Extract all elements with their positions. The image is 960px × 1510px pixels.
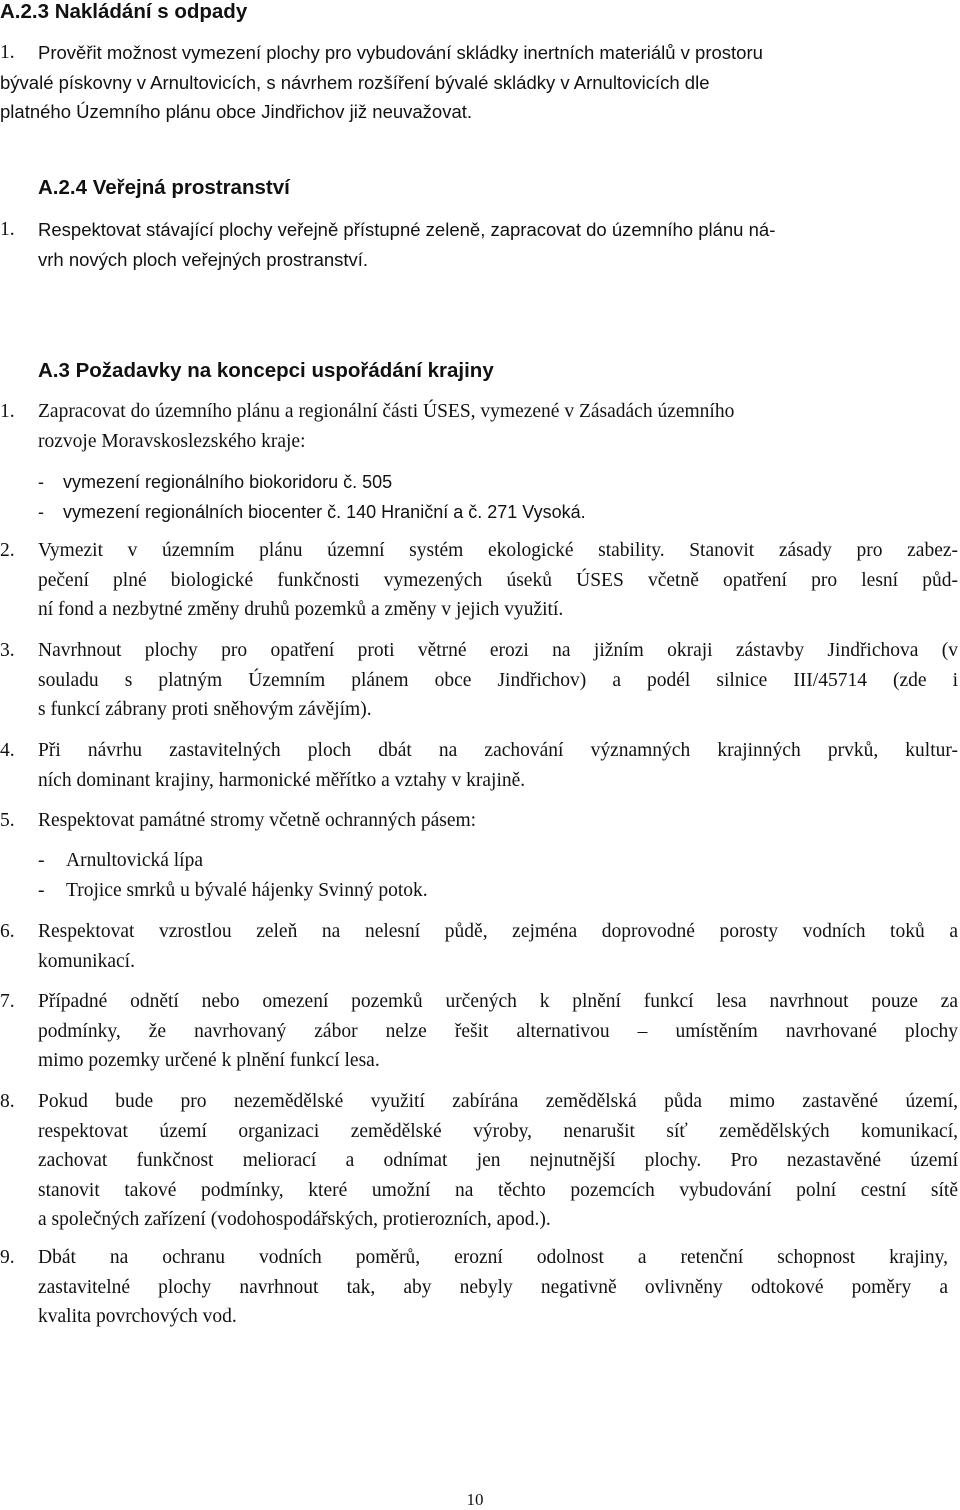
text-line: bývalé pískovny v Arnultovicích, s návrhem rozšíření bývalé skládky v Arnultovicích dle [0,71,710,93]
item-text [38,636,958,725]
page-footer [0,1490,960,1510]
text-line: Navrhnout plochy pro opatření proti větrné erozi na jižním okraji zástavby Jindřichova (v [38,640,958,661]
text-line: mimo pozemky určené k plnění funkcí lesa. [38,1050,380,1071]
text-line: zastavitelné plochy navrhnout tak, aby nebyly negativně ovlivněny odtokové poměry a [38,1276,948,1298]
item-number: 7. [0,991,15,1012]
text-line: Vymezit v územním plánu územní systém ekologické stability. Stanovit zásady pro zabez- [38,540,958,561]
text-line: ní fond a nezbytné změny druhů pozemků a změny v jejich využití. [38,599,564,620]
item-text [38,806,958,836]
text-line: Respektovat stávající plochy veřejně přístupné zeleně, zapracovat do územního plánu ná- [38,219,776,240]
section-heading-a3: A.3 Požadavky na koncepci uspořádání krajiny [38,359,494,382]
text-line: Dbát na ochranu vodních poměrů, erozní odolnost a retenční schopnost krajiny, [38,1247,948,1268]
text-line: pečení plné biologické funkčnosti vymezených úseků ÚSES včetně opatření pro lesní půd- [38,569,958,591]
item-text [38,917,958,976]
item-text [38,536,958,625]
item-text [38,1243,948,1332]
section-heading-a23: A.2.3 Nakládání s odpady [0,0,248,23]
item-number: 8. [0,1091,15,1112]
text-line: Respektovat památné stromy včetně ochranných pásem: [38,810,477,831]
dash-item-text: Trojice smrků u bývalé hájenky Svinný potok. [66,880,428,901]
item-text [38,987,958,1076]
dash-item-text: vymezení regionálního biokoridoru č. 505 [63,472,393,492]
item-number: 1. [0,42,15,63]
section-heading-a24: A.2.4 Veřejná prostranství [38,176,290,199]
item-number: 1. [0,219,15,240]
text-line: Zapracovat do územního plánu a regionální části ÚSES, vymezené v Zásadách územního [38,401,735,422]
item-number: 2. [0,540,15,561]
text-line: Při návrhu zastavitelných ploch dbát na zachování významných krajinných prvků, kultur- [38,740,958,761]
text-line: stanovit takové podmínky, které umožní na těchto pozemcích vybudování polní cestní sítě [38,1179,958,1201]
item-number: 3. [0,640,15,661]
text-line: Prověřit možnost vymezení plochy pro vybudování skládky inertních materiálů v prostoru [38,42,763,63]
item-number: 6. [0,921,15,942]
text-line: kvalita povrchových vod. [38,1306,237,1327]
item-text [0,38,958,127]
text-line: souladu s platným Územním plánem obce Jindřichov) a podél silnice III/45714 (zde i [38,669,958,691]
item-number: 5. [0,810,15,831]
item-text [38,1087,958,1235]
text-line: platného Územního plánu obce Jindřichov již neuvažovat. [0,101,473,122]
text-line: s funkcí zábrany proti sněhovým závějím). [38,699,372,720]
text-line: Pokud bude pro nezemědělské využití zabírána zemědělská půda mimo zastavěné území, [38,1091,958,1112]
text-line: podmínky, že navrhovaný zábor nelze řešit alternativou – umístěním navrhované plochy [38,1020,958,1042]
text-line: respektovat území organizaci zemědělské výroby, nenarušit síť zemědělských komunikací, [38,1120,958,1142]
text-line: zachovat funkčnost meliorací a odnímat jen nejnutnější plochy. Pro nezastavěné území [38,1150,958,1171]
item-text [38,397,950,456]
text-line: vrh nových ploch veřejných prostranství. [38,248,369,270]
dash-item-text: vymezení regionálních biocenter č. 140 Hraniční a č. 271 Vysoká. [63,502,586,522]
document-page: A.2.3 Nakládání s odpady 1. Prověřit možnost vymezení plochy pro vybudování skládky inertních materiálů v prostoru bývalé pískovny v Arnultovicích, s návrhem rozšíření bývalé skládky v Arnultovicích dle platného Územního plánu obce Jindřichov již neuvažovat. A.2.4 Veřejná prostranství 1. Respektovat stávající plochy veřejně přístupné zeleně, zapracovat do územního plánu ná- vrh nových ploch veřejných prostranství. A.3 Požadavky na koncepci uspořádání krajiny 1. Zapracovat do územního plánu a regionální části ÚSES, vymezené v Zásadách územního rozvoje Moravskoslezského kraje: - vymezení regionálního biokoridoru č. 505 - vymezení regionálních biocenter č. 140 Hraniční a č. 271 Vysoká. 2. Vymezit v územním plánu územní systém ekologické stability. Stanovit zásady pro zabez- pečení plné biologické funkčnosti vymezených úseků ÚSES včetně opatření pro lesní půd- ní fond a nezbytné změny druhů pozemků a změny v jejich využití. 3. Navrhnout plochy pro opatření proti větrné erozi na jižním okraji zástavby Jindřichova (v souladu s platným Územním plánem obce Jindřichov) a podél silnice III/45714 (zde i s funkcí zábrany proti sněhovým závějím). 4. Při návrhu zastavitelných ploch dbát na zachování významných krajinných prvků, kultur- ních dominant krajiny, harmonické měřítko a vztahy v krajině. 5. Respektovat památné stromy včetně ochranných pásem: - Arnultovická lípa - Trojice smrků u bývalé hájenky Svinný potok. 6. Respektovat vzrostlou zeleň na nelesní půdě, zejména doprovodné porosty vodních toků a komunikací. 7. Případné odnětí nebo omezení pozemků určených k plnění funkcí lesa navrhnout pouze za podmínky, že navrhovaný zábor nelze řešit alternativou – umístěním navrhované plochy mimo pozemky určené k plnění funkcí lesa. 8. Pokud bude pro nezemědělské využití zabírána zemědělská půda mimo zastavěné území, respektovat území organizaci zemědělské výroby, nenarušit síť zemědělských komunikací, zachovat funkčnost meliorací a odnímat jen nejnutnější plochy. Pro nezastavěné území stanovit takové podmínky, které umožní na těchto pozemcích vybudování polní cestní sítě a společných zařízení (vodohospodářských, protierozních, apod.). 9. Dbát na ochranu vodních poměrů, erozní odolnost a retenční schopnost krajiny, zastavitelné plochy navrhnout tak, aby nebyly negativně ovlivněny odtokové poměry a kvalita povrchových vod. 10 [0,0,958,1509]
text-line: a společných zařízení (vodohospodářských, protierozních, apod.). [38,1209,551,1230]
text-line: Případné odnětí nebo omezení pozemků určených k plnění funkcí lesa navrhnout pouze za [38,991,958,1012]
item-number: 4. [0,740,15,761]
page-number: 10 [466,1490,484,1509]
item-number: 9. [0,1247,15,1268]
item-number: 1. [0,401,15,422]
text-line: Respektovat vzrostlou zeleň na nelesní půdě, zejména doprovodné porosty vodních toků a [38,921,958,942]
text-line: ních dominant krajiny, harmonické měřítko a vztahy v krajině. [38,769,526,791]
text-line: rozvoje Moravskoslezského kraje: [38,430,306,452]
text-line: komunikací. [38,950,135,972]
item-text [38,215,946,274]
item-text [38,736,958,795]
dash-item-text: Arnultovická lípa [66,850,204,871]
